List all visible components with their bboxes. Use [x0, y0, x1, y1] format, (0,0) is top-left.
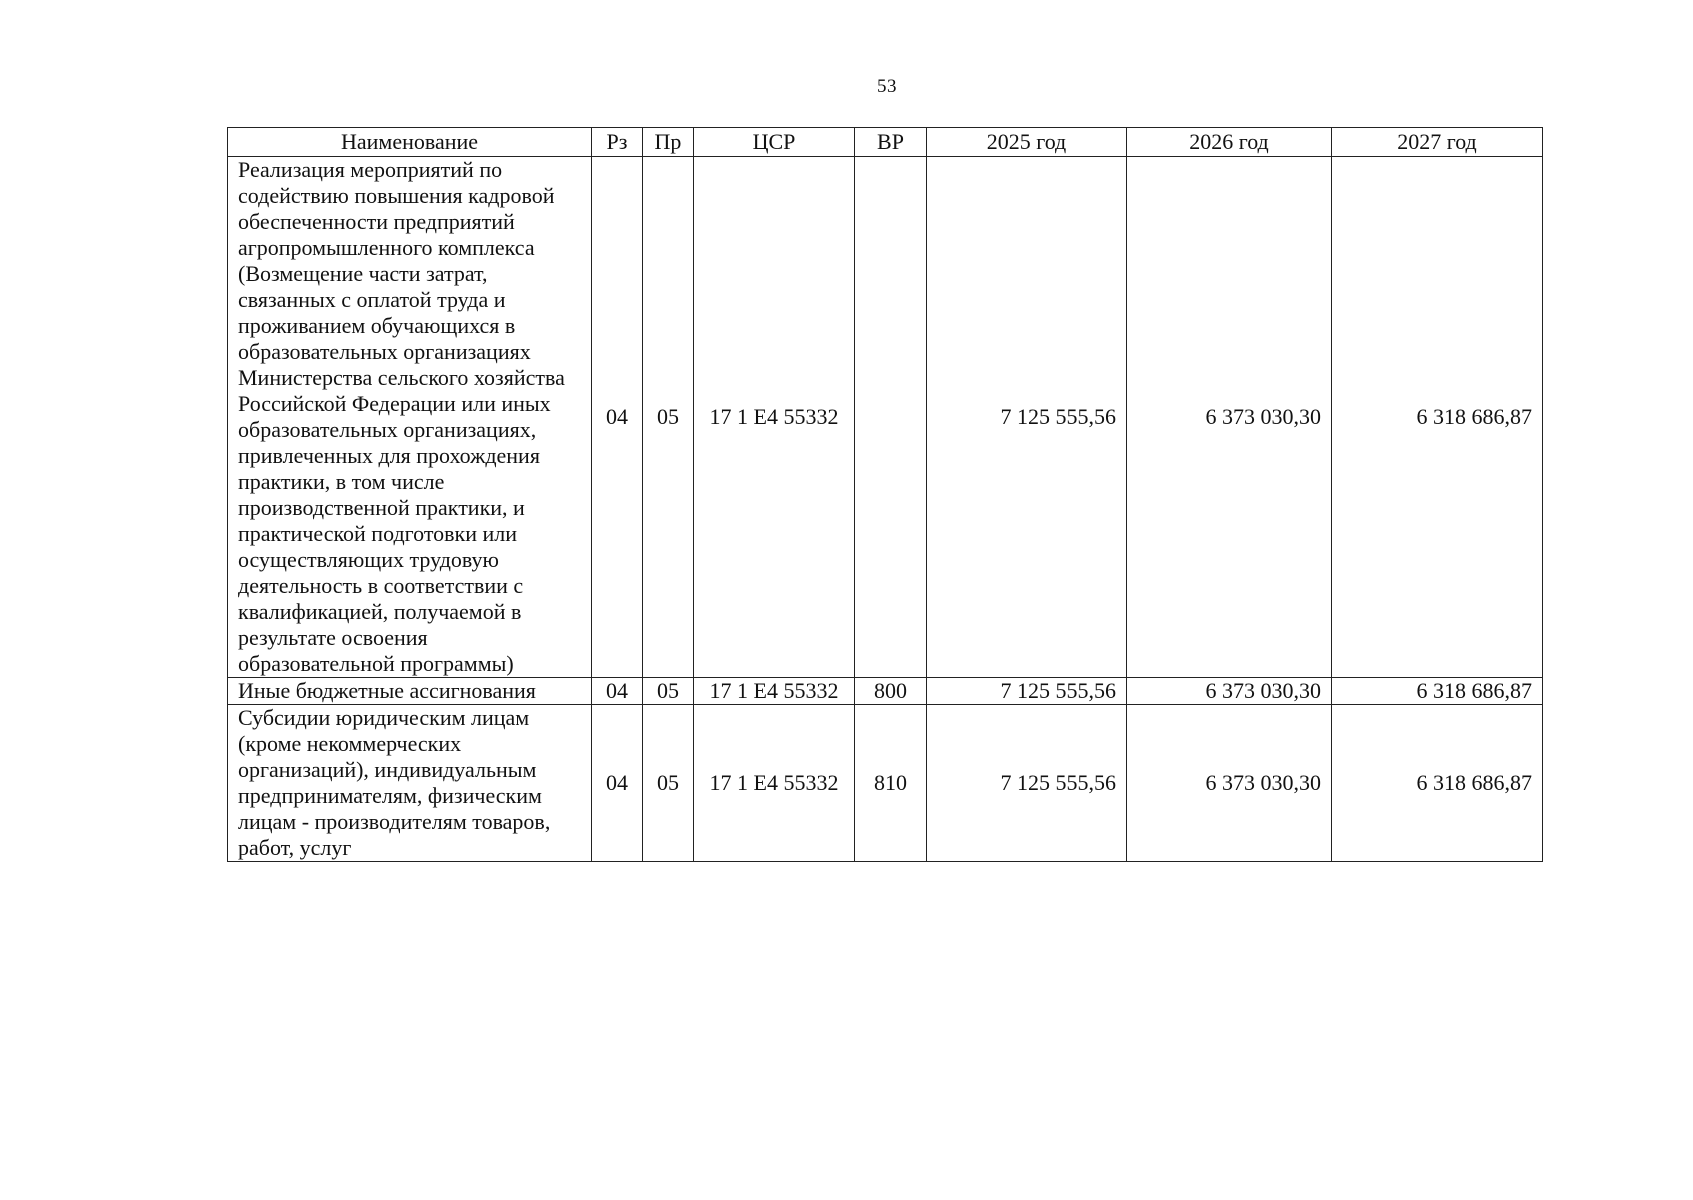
row-vr: 800	[855, 678, 927, 705]
table-row	[228, 678, 1543, 705]
page-number: 53	[877, 76, 897, 97]
table-header-row	[228, 128, 1543, 157]
table-row	[228, 705, 1543, 862]
row-2026: 6 373 030,30	[1127, 705, 1332, 862]
row-csr: 17 1 Е4 55332	[694, 705, 855, 862]
row-pr: 05	[643, 678, 694, 705]
row-2027: 6 318 686,87	[1332, 157, 1543, 678]
header-2026: 2026 год	[1127, 128, 1332, 157]
row-2025: 7 125 555,56	[927, 157, 1127, 678]
table-row	[228, 157, 1543, 678]
row-rz: 04	[592, 157, 643, 678]
header-name: Наименование	[228, 128, 592, 157]
row-csr: 17 1 Е4 55332	[694, 678, 855, 705]
header-rz: Рз	[592, 128, 643, 157]
row-2026: 6 373 030,30	[1127, 678, 1332, 705]
row-name: Субсидии юридическим лицам (кроме некоммерческих организаций), индивидуальным предпринимателям, физическим лицам - производителям товаров, работ, услуг	[228, 705, 592, 862]
row-pr: 05	[643, 705, 694, 862]
row-vr	[855, 157, 927, 678]
budget-table	[227, 127, 1543, 862]
row-2027: 6 318 686,87	[1332, 678, 1543, 705]
row-name: Реализация мероприятий по содействию повышения кадровой обеспеченности предприятий агропромышленного комплекса (Возмещение части затрат, связанных с оплатой труда и проживанием обучающихся в образовательных организациях Министерства сельского хозяйства Российской Федерации или иных образовательных организациях, привлеченных для прохождения практики, в том числе производственной практики, и практической подготовки или осуществляющих трудовую деятельность в соответствии с квалификацией, получаемой в результате освоения образовательной программы)	[228, 157, 592, 678]
row-name: Иные бюджетные ассигнования	[228, 678, 592, 705]
header-vr: ВР	[855, 128, 927, 157]
row-2026: 6 373 030,30	[1127, 157, 1332, 678]
row-2025: 7 125 555,56	[927, 678, 1127, 705]
row-rz: 04	[592, 678, 643, 705]
row-pr: 05	[643, 157, 694, 678]
header-2025: 2025 год	[927, 128, 1127, 157]
row-csr: 17 1 Е4 55332	[694, 157, 855, 678]
row-vr: 810	[855, 705, 927, 862]
header-csr: ЦСР	[694, 128, 855, 157]
header-2027: 2027 год	[1332, 128, 1543, 157]
row-2027: 6 318 686,87	[1332, 705, 1543, 862]
row-2025: 7 125 555,56	[927, 705, 1127, 862]
header-pr: Пр	[643, 128, 694, 157]
row-rz: 04	[592, 705, 643, 862]
